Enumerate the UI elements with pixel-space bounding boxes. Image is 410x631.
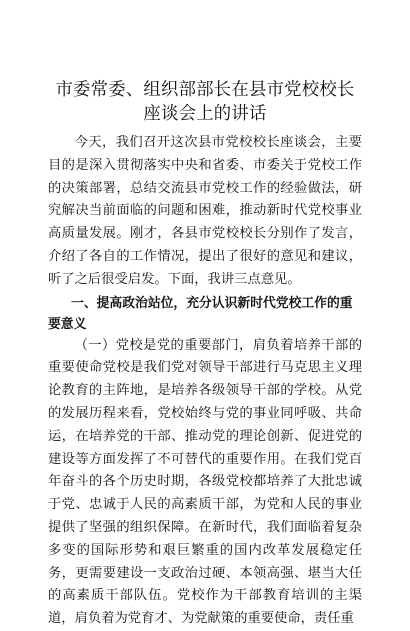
- section-1-paragraph: （一）党校是党的重要部门，肩负着培养干部的重要使命党校是我们党对领导干部进行马克思主义理论教育的主阵地，是培养各级领导干部的学校。从党的发展历程来看，党校始终与党的事业同呼吸、共命运，在培养党的干部、推动党的理论创新、促进党的建设等方面发挥了不可替代的重要作用。在我们党百年奋斗的各个历史时期，各级党校都培养了大批忠诚于党、忠诚于人民的高素质干部，为党和人民的事业提供了坚强的组织保障。在新时代，我们面临着复杂多变的国际形势和艰巨繁重的国内改革发展稳定任务，更需要建设一支政治过硬、本领高强、堪当大任的高素质干部队伍。党校作为干部教育培训的主渠道，肩负着为党育才、为党献策的重要使命，责任重: [48, 337, 362, 627]
- intro-paragraph: 今天，我们召开这次县市党校校长座谈会，主要目的是深入贯彻落实中央和省委、市委关于党校工作的决策部署，总结交流县市党校工作的经验做法，研究解决当前面临的问题和困难，推动新时代党校事业高质量发展。刚才，各县市党校校长分别作了发言，介绍了各自的工作情况，提出了很好的意见和建议，听了之后很受启发。下面，我讲三点意见。: [48, 135, 362, 287]
- document-title: 市委常委、组织部部长在县市党校校长座谈会上的讲话: [55, 80, 355, 124]
- section-1-heading: 一、提高政治站位，充分认识新时代党校工作的重要意义: [48, 295, 353, 332]
